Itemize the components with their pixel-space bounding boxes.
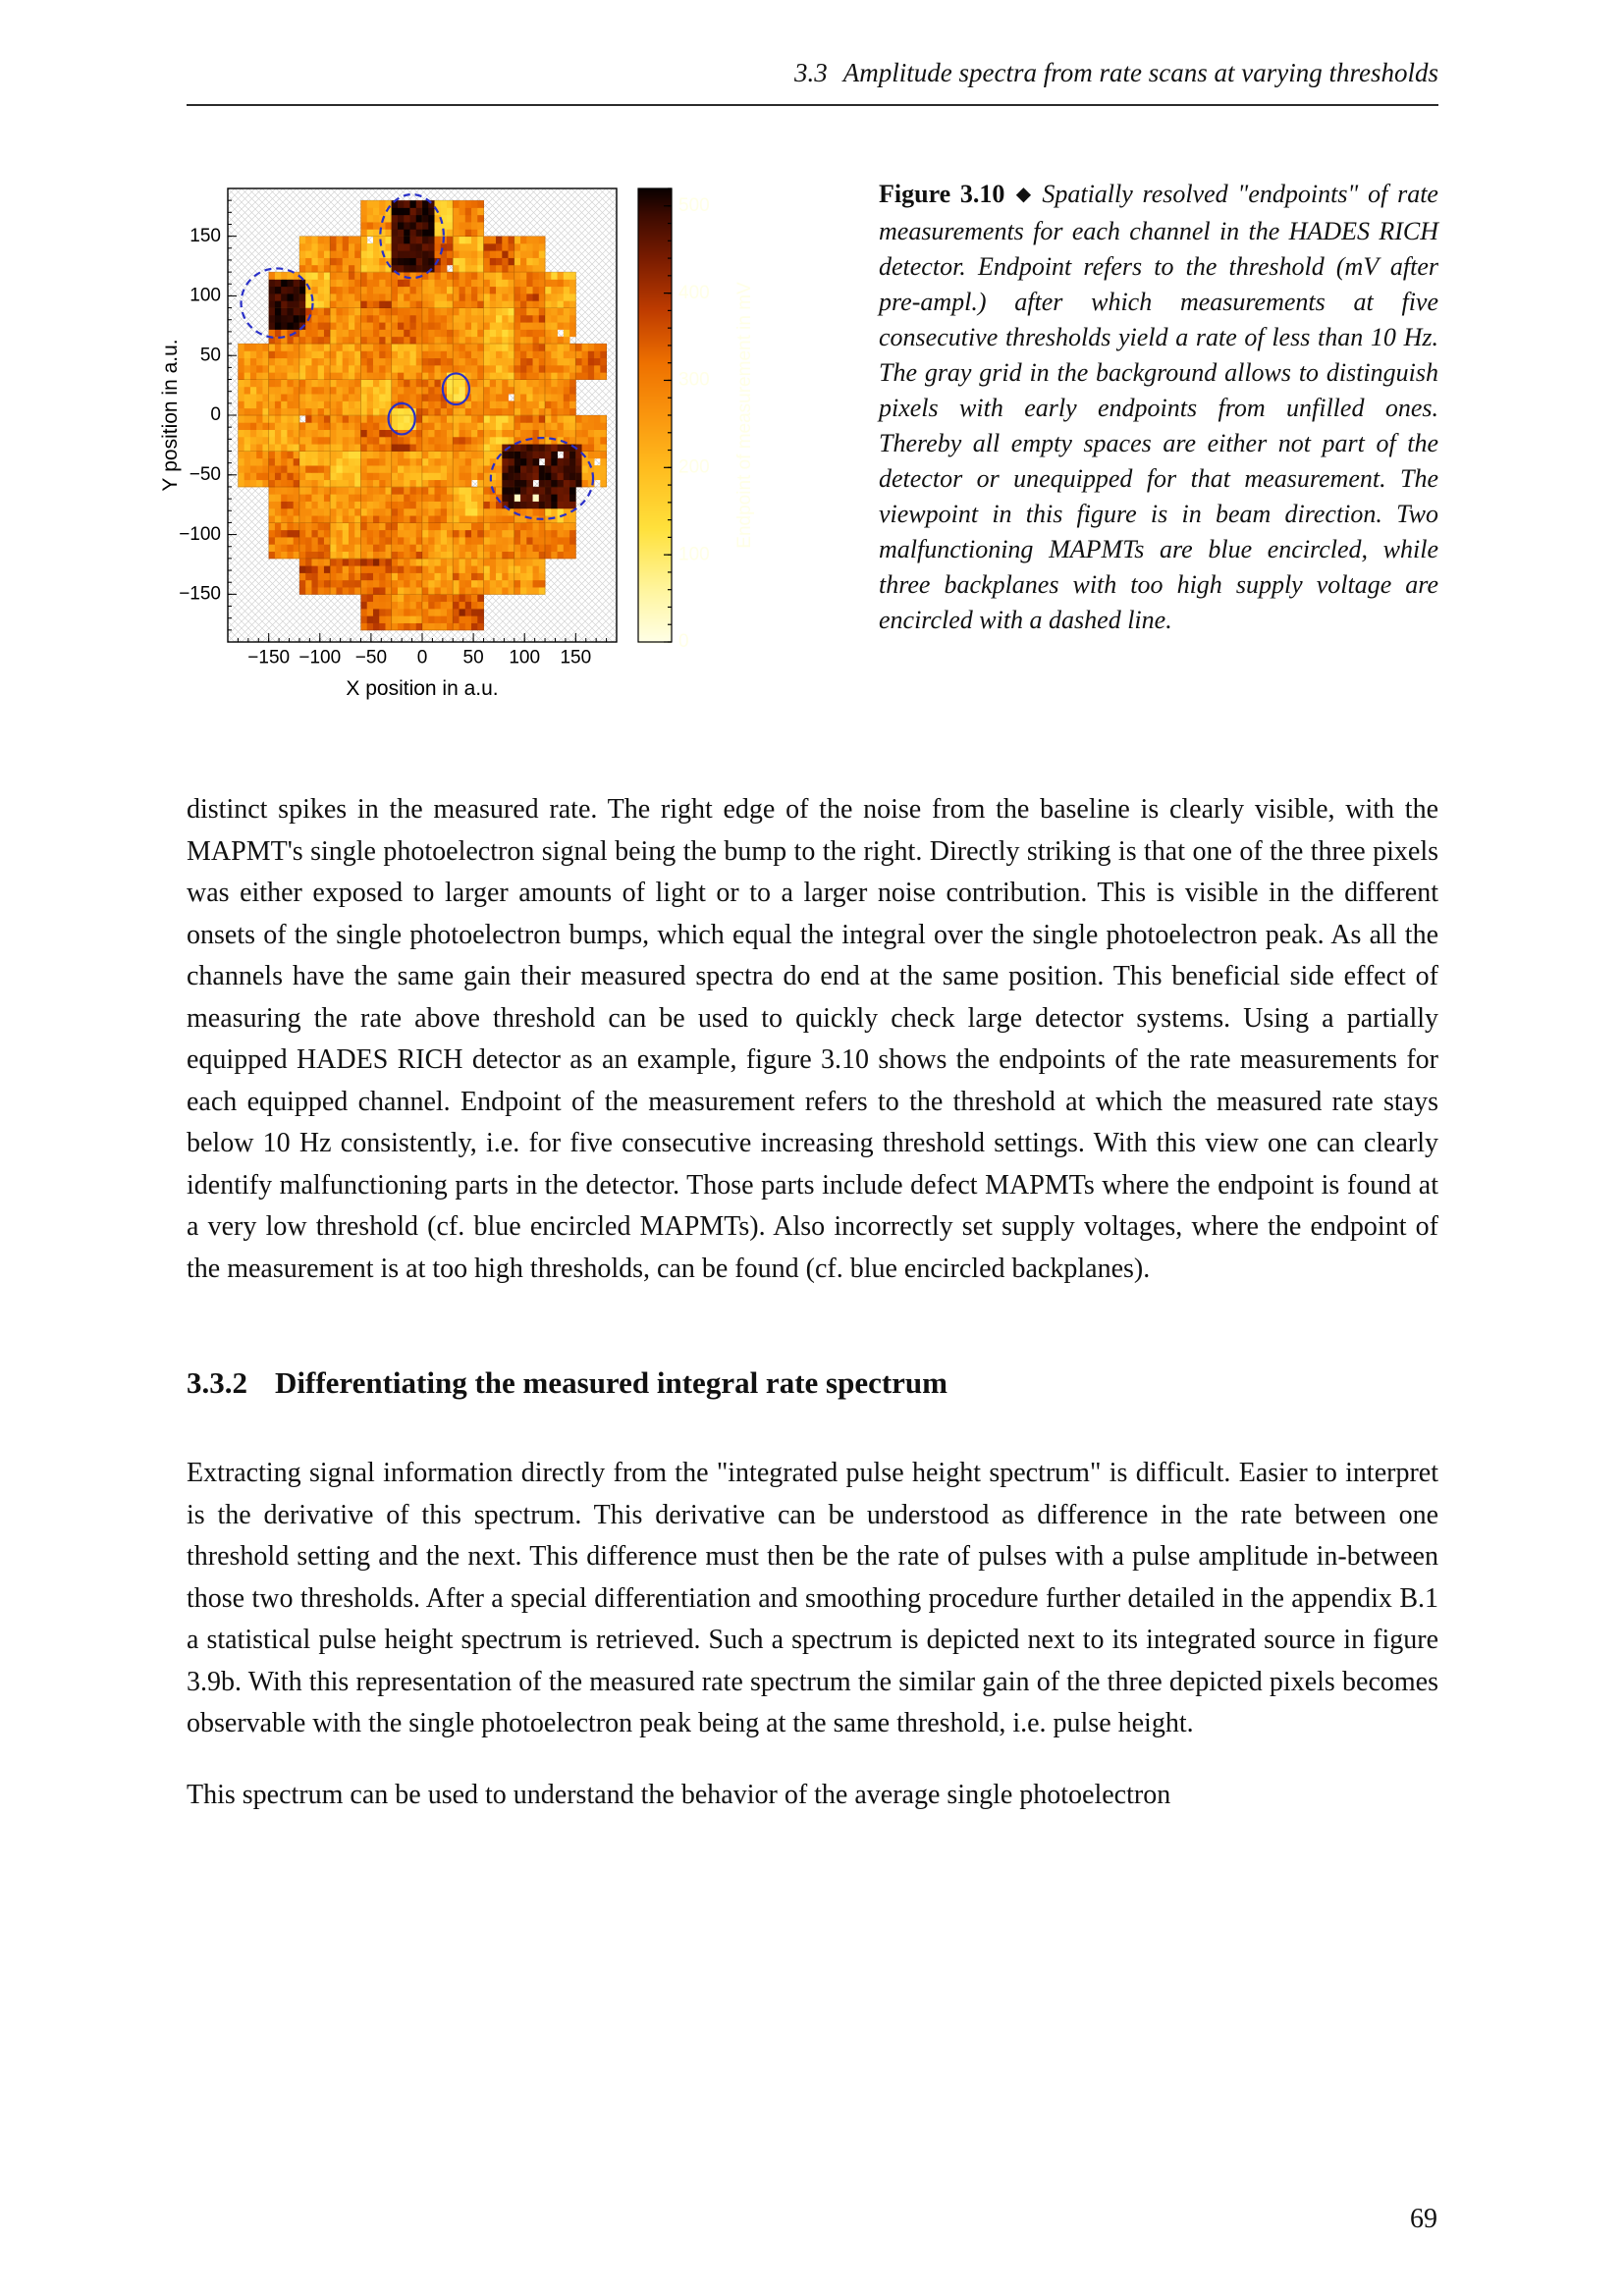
figure-caption-label: Figure 3.10 (879, 180, 1005, 208)
running-head-number: 3.3 (794, 58, 828, 87)
figure-caption-text: Spatially resolved "endpoints" of rate measurements for each channel in the HADES RICH detector. Endpoint refers to the threshold (mV after pre-ampl.) after which measurements at five consecutive thresholds yield a rate of less than 10 Hz. The gray grid in the background allows to distinguish pixels with early endpoints from unfilled ones. Thereby all empty spaces are either not part of the detector or unequipped for that measurement. The viewpoint in this figure is in beam direction. Two malfunctioning MAPMTs are blue encircled, while three backplanes with too high supply voltage are encircled with a dashed line. (879, 180, 1438, 634)
paragraph: distinct spikes in the measured rate. The right edge of the noise from the baseline is clearly visible, with the MAPMT's single photoelectron signal being the bump to the right. Directly striking is that one of the three pixels was either exposed to larger amounts of light or to a larger noise contribution. This is visible in the different onsets of the single photoelectron bumps, which equal the integral over the single photoelectron peak. As all the channels have the same gain their measured spectra do end at the same position. This beneficial side effect of measuring the rate above threshold can be used to quickly check large detector systems. Using a partially equipped HADES RICH detector as an example, figure 3.10 shows the endpoints of the rate measurements for each equipped channel. Endpoint of the measurement refers to the threshold at which the measured rate stays below 10 Hz consistently, i.e. for five consecutive increasing threshold settings. With this view one can clearly identify malfunctioning parts in the detector. Those parts include defect MAPMTs where the endpoint is found at a very low threshold (cf. blue encircled MAPMTs). Also incorrectly set supply voltages, where the endpoint of the measurement is at too high thresholds, can be found (cf. blue encircled backplanes). (187, 794, 1438, 1284)
running-head (187, 57, 1438, 106)
page-number: 69 (1410, 2204, 1437, 2234)
section-number: 3.3.2 (187, 1365, 247, 1400)
running-head-title: Amplitude spectra from rate scans at varying thresholds (842, 58, 1438, 87)
diamond-icon: ◆ (1012, 184, 1035, 205)
paragraph: Extracting signal information directly from the "integrated pulse height spectrum" is difficult. Easier to interpret is the derivative of this spectrum. This derivative can be understood as difference in the rate between one threshold setting and the next. This difference must then be the rate of pulses with a pulse amplitude in-between those two thresholds. After a special differentiation and smoothing procedure further detailed in the appendix B.1 a statistical pulse height spectrum is retrieved. Such a spectrum is depicted next to its integrated source in figure 3.9b. With this representation of the measured rate spectrum the similar gain of the three depicted pixels becomes observable with the single photoelectron peak being at the same threshold, i.e. pulse height. (187, 1458, 1438, 1738)
section-title: Differentiating the measured integral rate spectrum (275, 1365, 947, 1400)
heatmap-figure (155, 175, 788, 724)
heatmap-canvas (155, 175, 788, 724)
body-text (187, 789, 1438, 1816)
paragraph: This spectrum can be used to understand the behavior of the average single photoelectron (187, 1779, 1171, 1810)
figure-caption (879, 177, 1438, 638)
figure-3-10 (187, 175, 1438, 724)
section-heading (187, 1364, 1438, 1402)
